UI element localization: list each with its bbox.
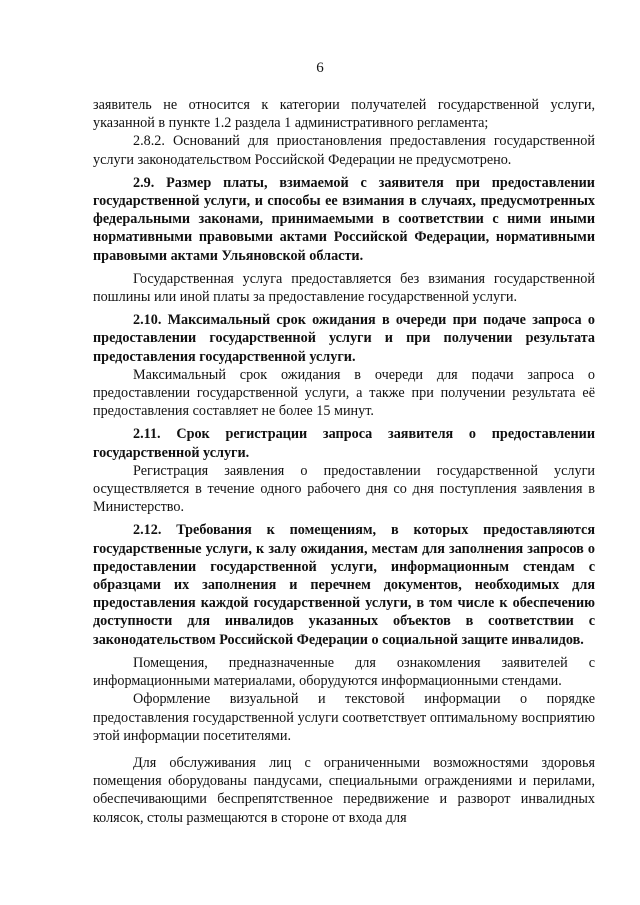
paragraph-continuation: заявитель не относится к категории получателей государственной услуги, указанной в пункте 1.2 раздела 1 административного регламента; xyxy=(93,97,595,132)
paragraph-2-8-2: 2.8.2. Оснований для приостановления предоставления государственной услуги законодательством Российской Федерации не предусмотрено. xyxy=(93,133,595,168)
heading-2-9: 2.9. Размер платы, взимаемой с заявителя при предоставлении государственной услуги, и способы ее взимания в случаях, предусмотренных федеральными законами, принимаемыми в соответствии с ними иными нормативными правовыми актами Российской Федерации, нормативными правовыми актами Ульяновской области. xyxy=(93,174,595,264)
paragraph-waiting-time: Максимальный срок ожидания в очереди для подачи запроса о предоставлении государственной услуги, а также при получении результата её предоставления составляет не более 15 минут. xyxy=(93,366,595,420)
paragraph-registration: Регистрация заявления о предоставлении государственной услуги осуществляется в течение одного рабочего дня со дня поступления заявления в Министерство. xyxy=(93,462,595,516)
paragraph-premises: Помещения, предназначенные для ознакомления заявителей с информационными материалами, оборудуются информационными стендами. xyxy=(93,654,595,690)
heading-2-10: 2.10. Максимальный срок ожидания в очереди при подаче запроса о предоставлении государственной услуги и при получении результата предоставления государственной услуги. xyxy=(93,312,595,365)
heading-2-12: 2.12. Требования к помещениям, в которых предоставляются государственные услуги, к залу ожидания, местам для заполнения запросов о предоставлении государственной услуги, информационным стендам с образцами их заполнения и перечнем документов, необходимых для предоставления каждой государственной услуги, в том числе к обеспечению доступности для инвалидов указанных объектов в соответствии с законодательством Российской Федерации о социальной защите инвалидов. xyxy=(93,522,595,648)
page-number: 6 xyxy=(316,60,324,76)
paragraph-fee: Государственная услуга предоставляется без взимания государственной пошлины или иной платы за предоставление государственной услуги. xyxy=(93,270,595,306)
document-body xyxy=(93,96,595,827)
heading-2-11: 2.11. Срок регистрации запроса заявителя о предоставлении государственной услуги. xyxy=(93,426,595,461)
paragraph-accessibility: Для обслуживания лиц с ограниченными возможностями здоровья помещения оборудованы пандусами, специальными ограждениями и перилами, обеспечивающими беспрепятственное передвижение и разворот инвалидных колясок, столы размещаются в стороне от входа для xyxy=(93,754,595,826)
paragraph-visual-info: Оформление визуальной и текстовой информации о порядке предоставления государственной услуги соответствует оптимальному восприятию этой информации посетителями. xyxy=(93,691,595,744)
